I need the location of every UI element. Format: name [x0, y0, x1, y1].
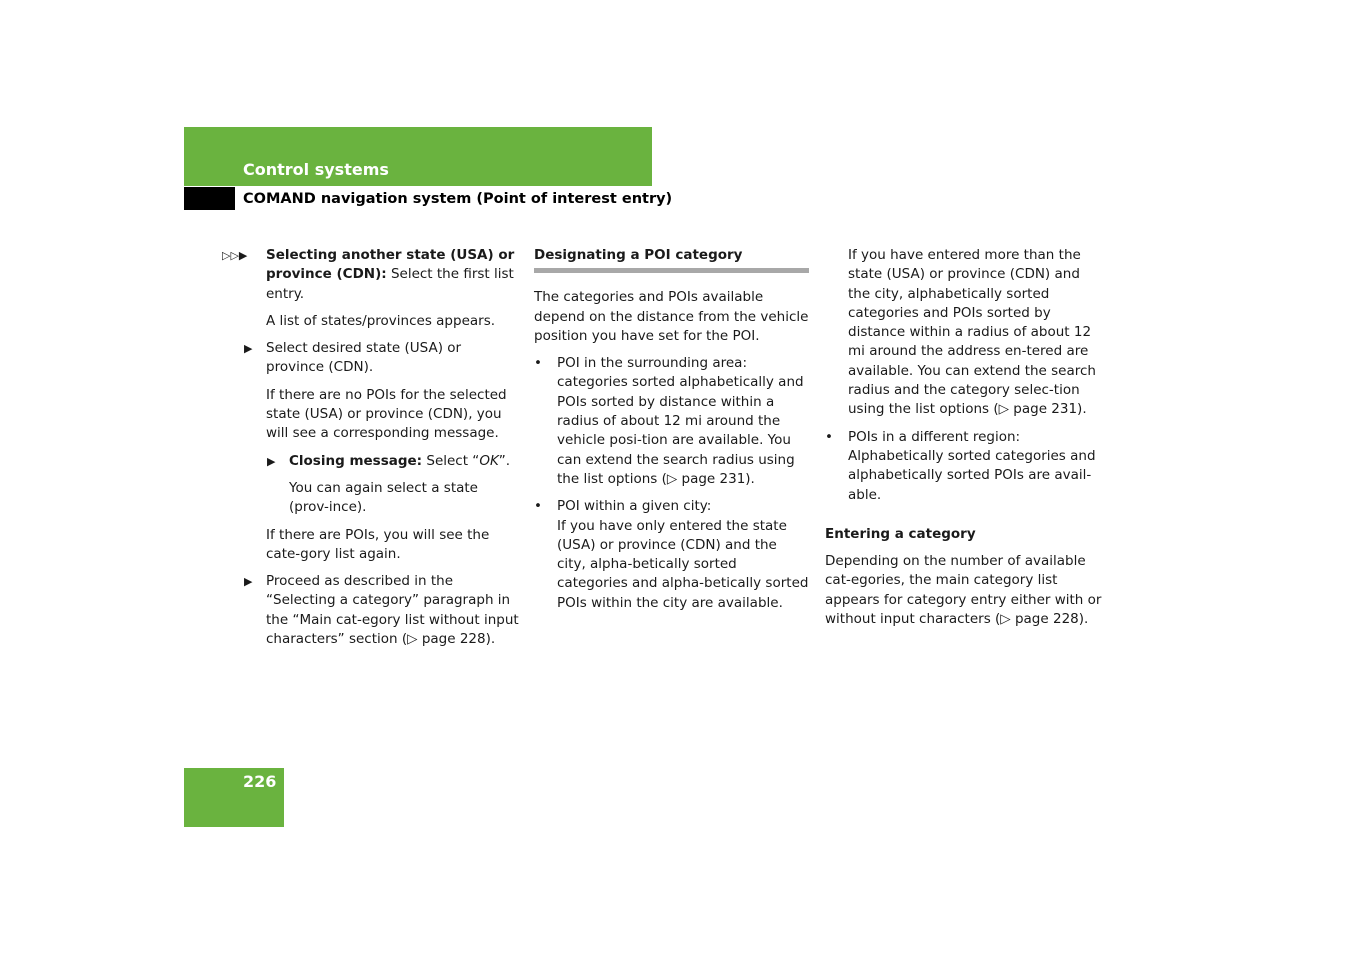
paragraph: The categories and POIs available depend on the distance from the vehicle position you have set for the POI. — [534, 289, 809, 344]
paragraph: A list of states/provinces appears. — [266, 312, 496, 329]
ok-label: OK — [479, 452, 499, 469]
step-text: Select “ — [422, 452, 480, 469]
arrow-icon: ▶ — [244, 575, 253, 589]
paragraph: You can again select a state (prov-ince). — [289, 479, 478, 516]
step-text: Select the first list entry. — [266, 266, 514, 302]
bullet-icon: • — [534, 355, 542, 372]
column-2 — [534, 246, 809, 621]
subsection-title: COMAND navigation system (Point of interest entry) — [243, 191, 673, 207]
step-select-state — [222, 246, 522, 304]
bullet-icon: • — [534, 498, 542, 515]
step-proceed — [222, 572, 522, 649]
bullet-item — [534, 354, 809, 489]
header-black-tab — [184, 187, 235, 210]
arrow-icon: ▶ — [244, 342, 253, 356]
section-title: Control systems — [243, 160, 389, 179]
paragraph: If there are no POIs for the selected state (USA) or province (CDN), you will see a corresponding message. — [266, 386, 507, 442]
bullet-item — [534, 497, 809, 613]
paragraph: If you have entered more than the state (USA) or province (CDN) and the city, alphabetically sorted categories and POIs sorted by distance within a radius of about 12 mi around the address en-tered are available. You can extend the search radius and the category selec-tion using the list options (▷ page 231). — [848, 247, 1096, 418]
bullet-text: If you have only entered the state (USA) or province (CDN) and the city, alpha-betically sorted categories and alpha-betically sorted POIs within the city are available. — [557, 517, 809, 611]
step-bold-text: Selecting another state (USA) or province (CDN): — [266, 247, 515, 283]
subsection-heading: Entering a category — [825, 525, 976, 542]
column-1 — [222, 246, 522, 657]
bullet-text: POIs in a different region: Alphabetically sorted categories and alphabetically sorted POIs are avail-able. — [848, 428, 1096, 503]
arrow-icon: ▶ — [267, 454, 276, 468]
bullet-text: POI in the surrounding area: categories sorted alphabetically and POIs sorted by distance within a radius of about 12 mi around the vehicle posi-tion are available. You can extend the search radius using the list options (▷ page 231). — [557, 355, 804, 487]
step-text: ”. — [498, 452, 511, 469]
step-bold-text: Closing message: — [289, 452, 423, 469]
paragraph: If there are POIs, you will see the cate-gory list again. — [266, 526, 490, 562]
substep-closing-message — [222, 452, 522, 471]
section-heading: Designating a POI category — [534, 246, 809, 273]
step-select-desired-state — [222, 339, 522, 378]
step-text: Select desired state (USA) or province (CDN). — [266, 340, 462, 376]
bullet-icon: • — [825, 428, 833, 445]
bullet-item — [825, 428, 1105, 505]
column-3 — [825, 246, 1105, 637]
continued-arrow-icon: ▷▷▶ — [222, 249, 248, 262]
paragraph: Depending on the number of available cat-egories, the main category list appears for category entry either with or without input characters (▷ page 228). — [825, 553, 1102, 628]
bullet-title: POI within a given city: — [557, 498, 712, 515]
step-text: Proceed as described in the “Selecting a category” paragraph in the “Main cat-egory list without input characters” section (▷ page 228). — [266, 573, 519, 648]
page-number: 226 — [243, 772, 277, 791]
